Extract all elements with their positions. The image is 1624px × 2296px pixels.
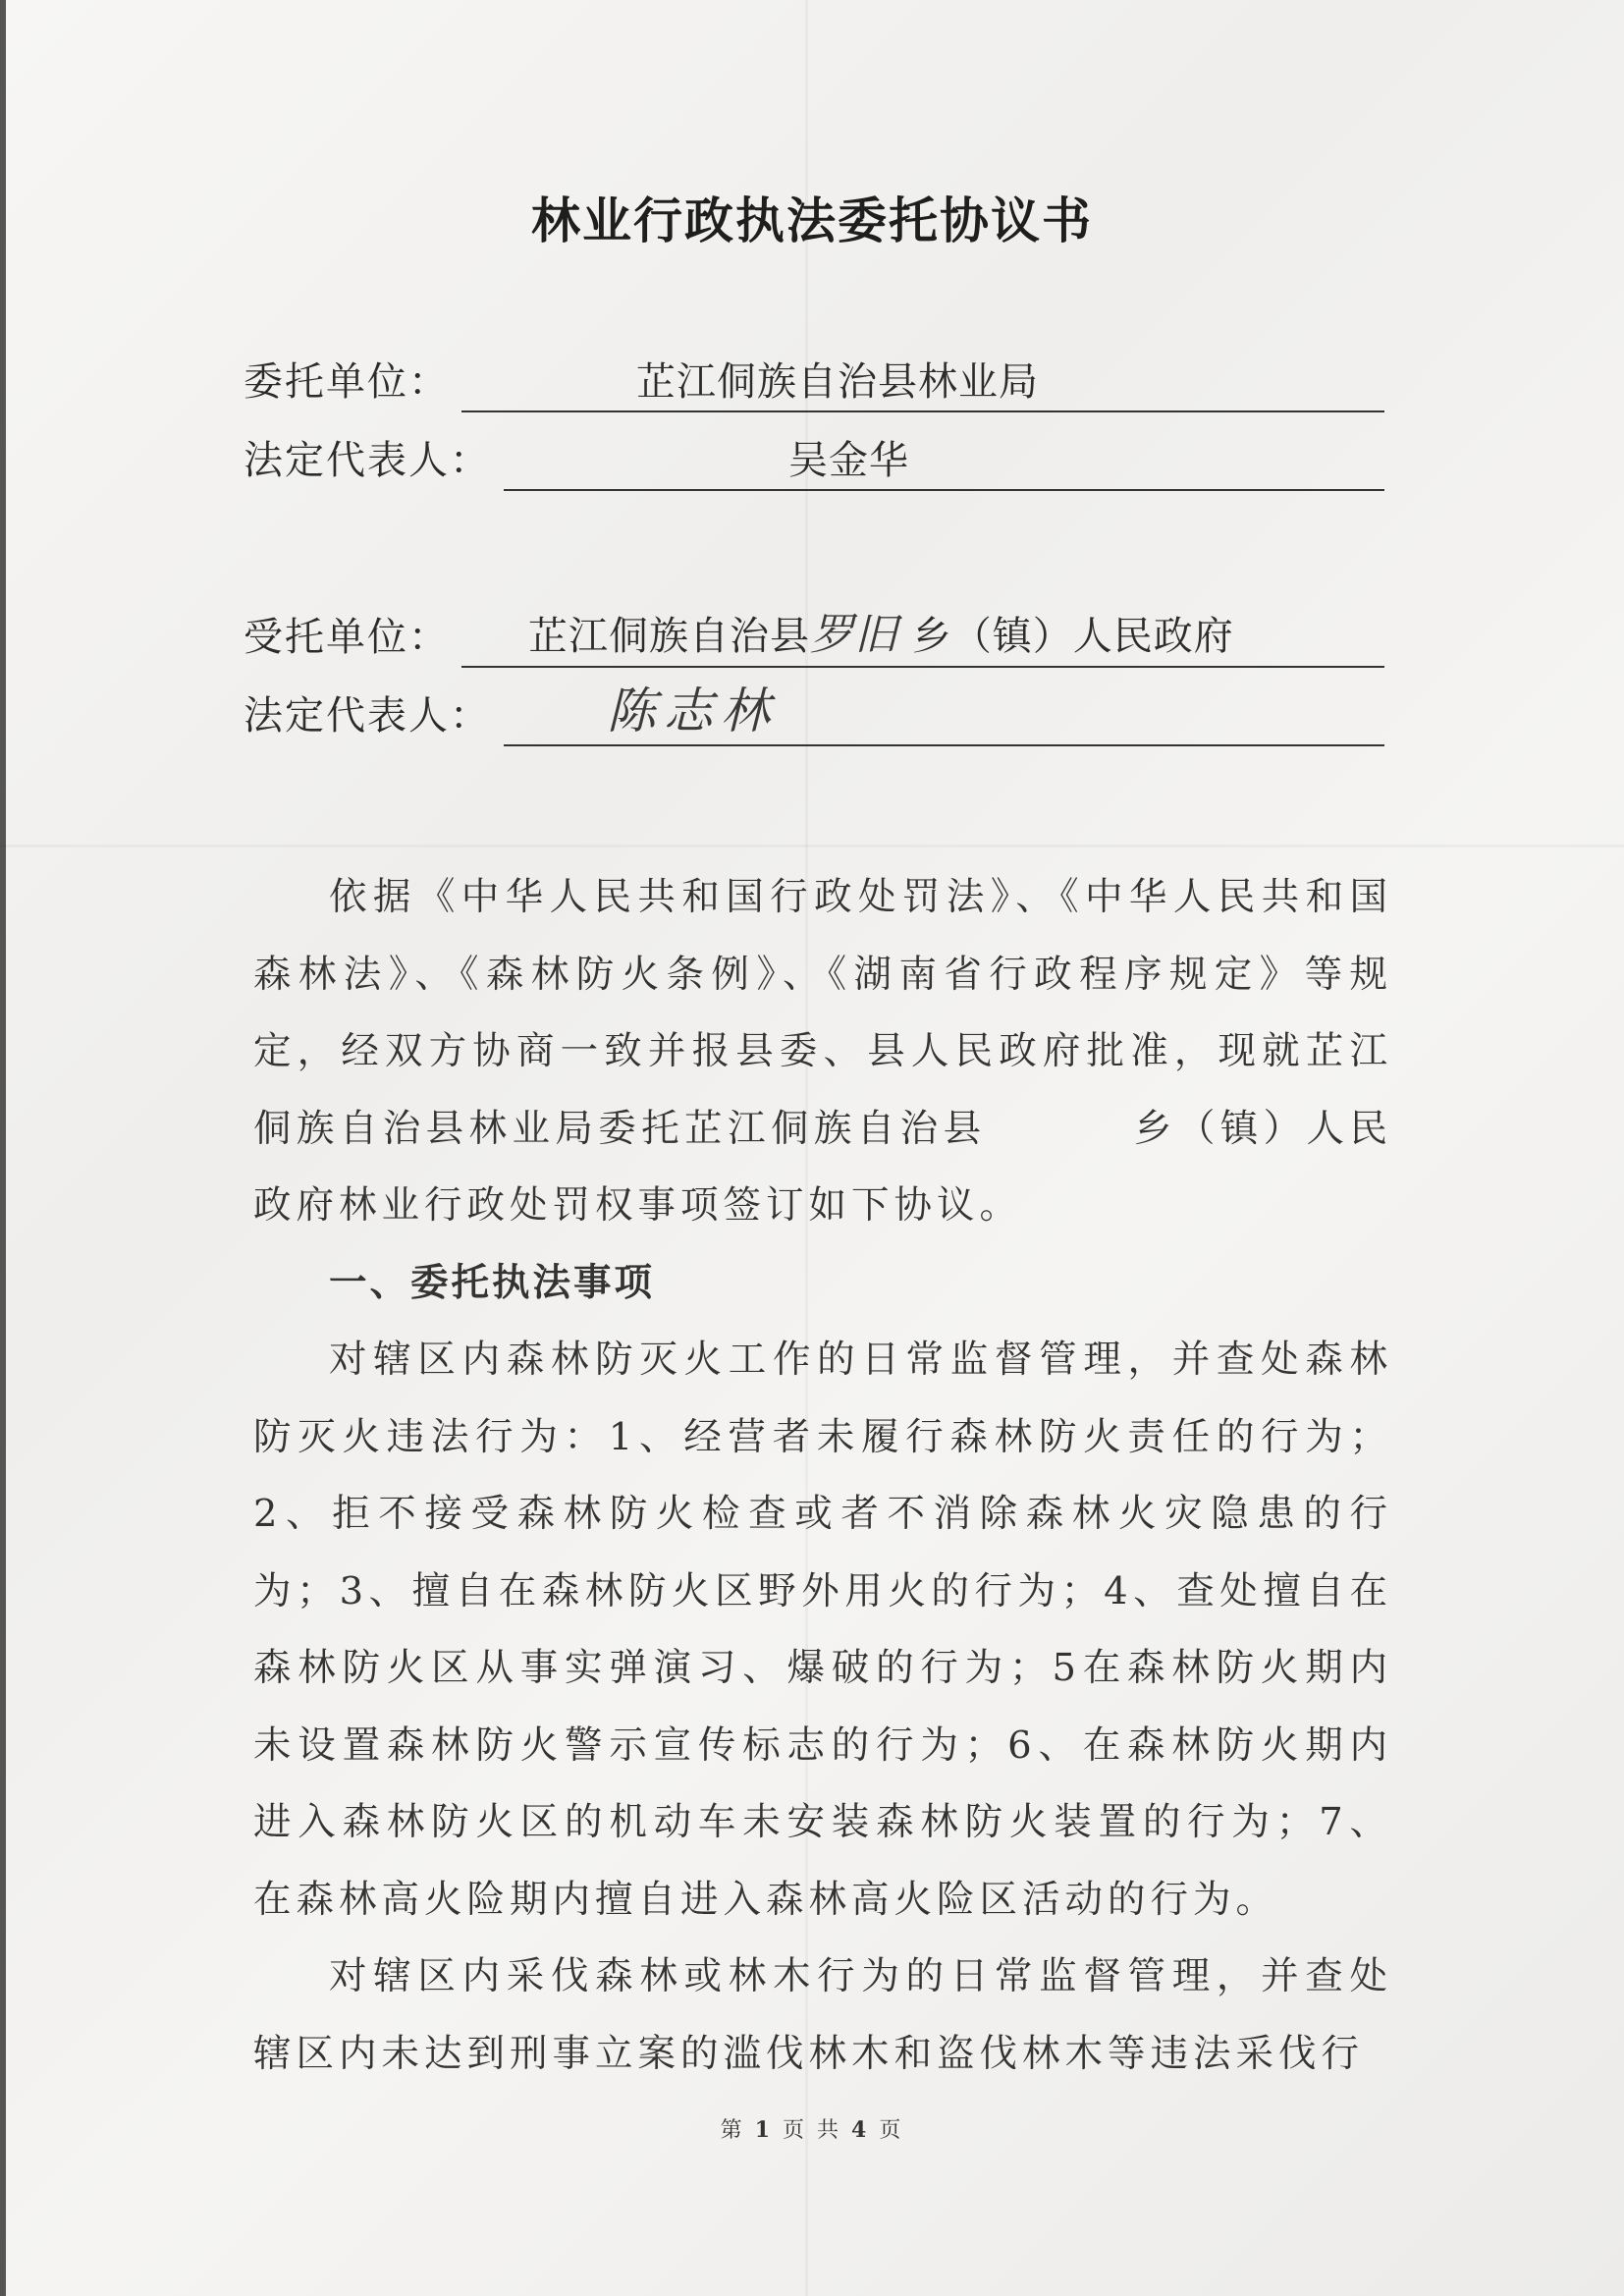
agent-rep-row bbox=[244, 683, 1384, 746]
paper-crease bbox=[0, 845, 1624, 847]
agent-rep-signature: 陈志林 bbox=[607, 683, 778, 739]
footer-suffix: 页 bbox=[879, 2118, 904, 2143]
intro-part2: 乡（镇）人民政府林业行政处罚权事项签订如下协议。 bbox=[253, 1106, 1392, 1228]
intro-part1: 依据《中华人民共和国行政处罚法》、《中华人民共和国森林法》、《森林防火条例》、《湖南省行政程序规定》等规定，经双方协商一致并报县委、县人民政府批准，现就芷江侗族自治县林业局委托芷江侗族自治县 bbox=[253, 875, 1392, 1151]
logging-paragraph: 对辖区内采伐森林或林木行为的日常监督管理，并查处辖区内未达到刑事立案的滥伐林木和盗伐林木等违法采伐行 bbox=[253, 1954, 1392, 2076]
agent-unit-row bbox=[244, 609, 1384, 668]
agent-unit-label: 受托单位： bbox=[244, 615, 450, 660]
principal-unit-value: 芷江侗族自治县林业局 bbox=[636, 359, 1039, 405]
agent-rep-label: 法定代表人： bbox=[244, 693, 491, 738]
agent-unit-handwritten: 罗旧 bbox=[810, 610, 898, 660]
footer-page-number: 1 bbox=[754, 2117, 773, 2143]
footer-middle: 页 共 bbox=[783, 2118, 841, 2143]
intro-paragraph bbox=[253, 859, 1392, 1245]
footer-prefix: 第 bbox=[720, 2118, 745, 2143]
principal-rep-value: 吴金华 bbox=[788, 438, 909, 483]
scan-edge bbox=[0, 0, 6, 2296]
section-heading: 一、委托执法事项 bbox=[329, 1260, 656, 1305]
page-footer bbox=[0, 2113, 1624, 2144]
footer-total-pages: 4 bbox=[851, 2117, 870, 2143]
principal-unit-row bbox=[244, 354, 1384, 412]
principal-unit-label: 委托单位： bbox=[244, 359, 450, 405]
agent-unit-value bbox=[528, 599, 1234, 662]
agent-unit-suffix: 乡（镇）人民政府 bbox=[911, 614, 1234, 659]
agreement-body bbox=[253, 859, 1392, 2093]
agent-unit-prefix: 芷江侗族自治县 bbox=[528, 614, 810, 659]
document-title: 林业行政执法委托协议书 bbox=[531, 192, 1093, 249]
principal-rep-line bbox=[504, 430, 1384, 491]
principal-rep-label: 法定代表人： bbox=[244, 438, 491, 483]
principal-rep-row bbox=[244, 432, 1384, 491]
fire-prevention-paragraph: 对辖区内森林防灭火工作的日常监督管理，并查处森林防灭火违法行为：1、经营者未履行森林防火责任的行为；2、拒不接受森林防火检查或者不消除森林火灾隐患的行为；3、擅自在森林防火区野外用火的行为；4、查处擅自在森林防火区从事实弹演习、爆破的行为；5在森林防火期内未设置森林防火警示宣传标志的行为；6、在森林防火期内进入森林防火区的机动车未安装森林防火装置的行为；7、在森林高火险期内擅自进入森林高火险区活动的行为。 bbox=[253, 1338, 1392, 1922]
